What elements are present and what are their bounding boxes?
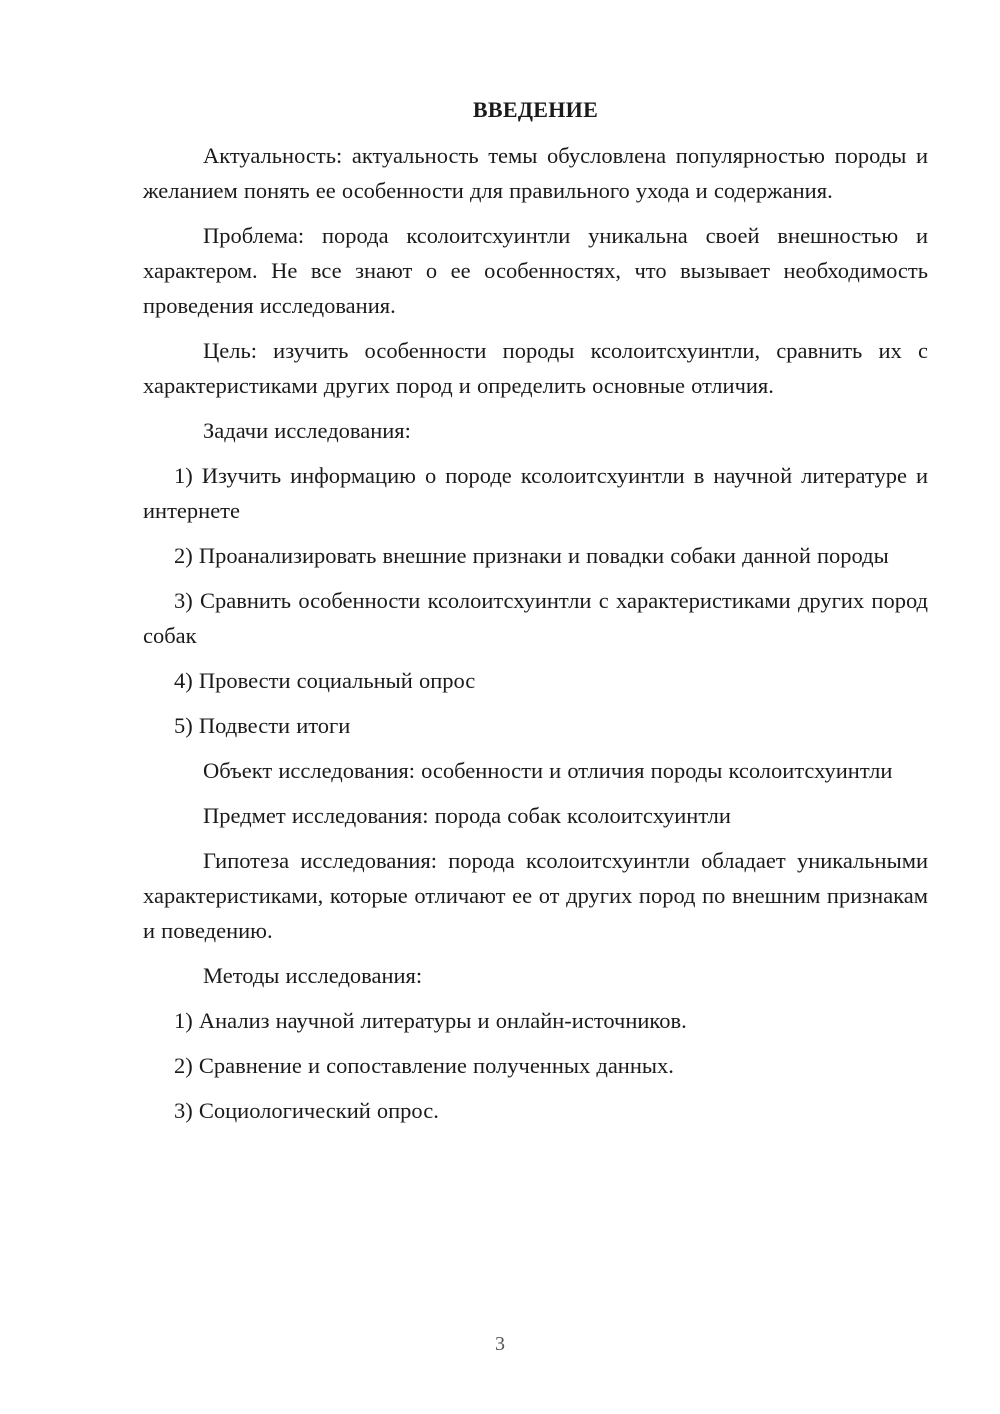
goal-paragraph: Цель: изучить особенности породы ксолоитсхуинтли, сравнить их с характеристиками других пород и определить основные отличия.	[143, 338, 928, 398]
relevance-paragraph: Актуальность: актуальность темы обусловлена популярностью породы и желанием понять ее особенности для правильного ухода и содержания.	[143, 143, 928, 203]
section-heading: ВВЕДЕНИЕ	[472, 97, 599, 122]
document-page	[143, 92, 928, 1138]
page-number: 3	[495, 1333, 505, 1355]
task-item-1: 1) Изучить информацию о породе ксолоитсхуинтли в научной литературе и интернете	[143, 463, 928, 523]
task-item-2: 2) Проанализировать внешние признаки и повадки собаки данной породы	[174, 543, 889, 568]
tasks-title: Задачи исследования:	[203, 418, 411, 443]
problem-paragraph: Проблема: порода ксолоитсхуинтли уникальна своей внешностью и характером. Не все знают о ее особенностях, что вызывает необходимость проведения исследования.	[143, 223, 928, 318]
hypothesis-paragraph: Гипотеза исследования: порода ксолоитсхуинтли обладает уникальными характеристиками, которые отличают ее от других пород по внешним признакам и поведению.	[143, 848, 928, 943]
method-item-3: 3) Социологический опрос.	[174, 1098, 439, 1123]
method-item-2: 2) Сравнение и сопоставление полученных данных.	[174, 1053, 674, 1078]
object-paragraph: Объект исследования: особенности и отличия породы ксолоитсхуинтли	[203, 758, 893, 783]
subject-paragraph: Предмет исследования: порода собак ксолоитсхуинтли	[203, 803, 731, 828]
methods-title: Методы исследования:	[203, 963, 423, 988]
task-item-5: 5) Подвести итоги	[174, 713, 351, 738]
task-item-4: 4) Провести социальный опрос	[174, 668, 476, 693]
method-item-1: 1) Анализ научной литературы и онлайн-источников.	[174, 1008, 687, 1033]
task-item-3: 3) Сравнить особенности ксолоитсхуинтли с характеристиками других пород собак	[143, 588, 928, 648]
